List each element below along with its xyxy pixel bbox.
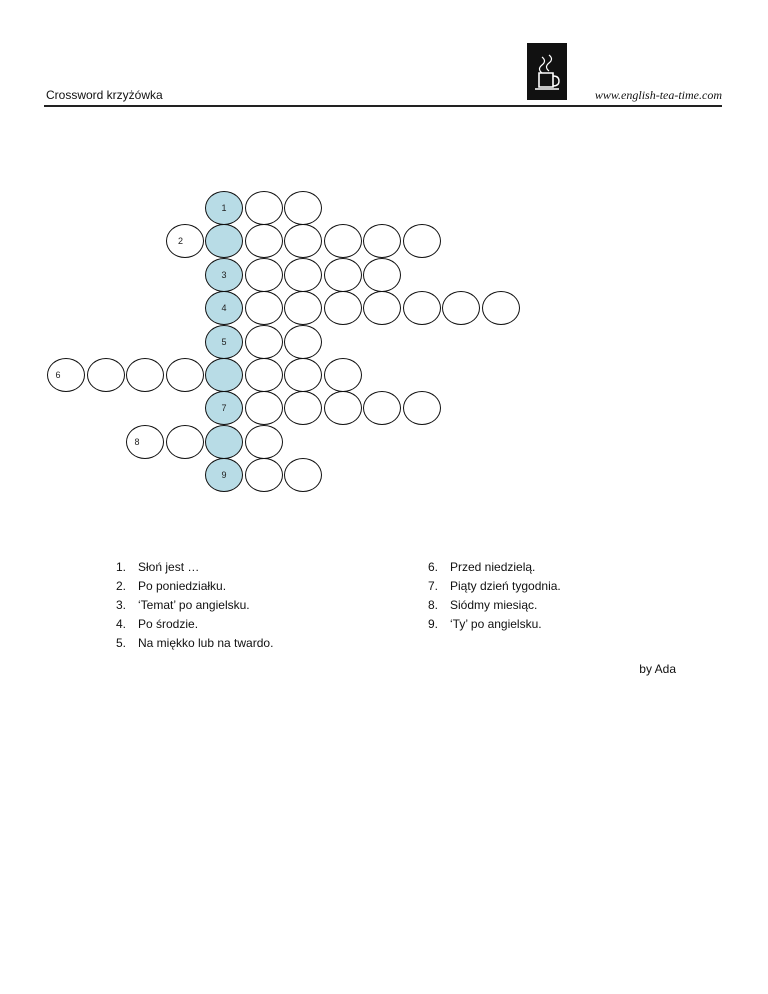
crossword-cell[interactable] <box>245 291 283 325</box>
crossword-number-cell[interactable] <box>166 224 204 258</box>
crossword-cell[interactable] <box>166 425 204 459</box>
crossword-cell[interactable] <box>245 358 283 392</box>
author-byline: by Ada <box>639 662 676 676</box>
crossword-cell[interactable] <box>284 458 322 492</box>
clue-number-label: 7 <box>221 403 227 414</box>
clue-number-label: 1 <box>221 203 227 213</box>
crossword-cell[interactable] <box>363 224 401 258</box>
crossword-cell[interactable] <box>324 358 362 392</box>
crossword-cell[interactable] <box>87 358 125 392</box>
crossword-number-cell[interactable] <box>126 425 164 459</box>
clue-list-right <box>428 558 561 634</box>
crossword-number-cell[interactable] <box>47 358 85 392</box>
crossword-cell[interactable] <box>284 224 322 258</box>
crossword-cell[interactable] <box>284 358 322 392</box>
crossword-cell[interactable] <box>403 391 441 425</box>
clue-item <box>428 596 561 615</box>
clue-item <box>116 634 273 653</box>
crossword-cell[interactable] <box>245 425 283 459</box>
clue-number: 6. <box>428 560 439 574</box>
clue-item <box>428 615 561 634</box>
clue-text: Na miękko lub na twardo. <box>138 636 274 650</box>
crossword-cell[interactable] <box>284 391 322 425</box>
website-url: www.english-tea-time.com <box>594 88 722 102</box>
crossword-cell[interactable] <box>245 258 283 292</box>
clue-text: ‘Temat’ po angielsku. <box>138 598 250 612</box>
clue-text: Po środzie. <box>138 617 199 631</box>
clue-text: ‘Ty’ po angielsku. <box>450 617 542 631</box>
crossword-cell[interactable] <box>284 258 322 292</box>
crossword-cell[interactable] <box>363 291 401 325</box>
crossword-cell[interactable] <box>245 325 283 359</box>
crossword-cell[interactable] <box>245 224 283 258</box>
clue-number: 3. <box>116 598 127 612</box>
clue-item <box>428 558 561 577</box>
clue-list-left <box>116 558 273 653</box>
clue-number-label: 8 <box>134 436 140 447</box>
clue-item <box>116 615 273 634</box>
clue-number-label: 4 <box>221 303 227 314</box>
crossword-key-cell[interactable] <box>205 425 243 459</box>
clue-number: 7. <box>428 579 439 593</box>
crossword-cell[interactable] <box>363 258 401 292</box>
crossword-cell[interactable] <box>324 258 362 292</box>
crossword-key-cell[interactable] <box>205 358 243 392</box>
clue-text: Siódmy miesiąc. <box>450 598 538 612</box>
crossword-cell[interactable] <box>403 224 441 258</box>
crossword-cell[interactable] <box>403 291 441 325</box>
document-title: Crossword krzyżówka <box>46 88 163 102</box>
crossword-cell[interactable] <box>284 291 322 325</box>
clue-number: 1. <box>116 560 127 574</box>
crossword-cell[interactable] <box>245 458 283 492</box>
clue-item <box>116 577 273 596</box>
crossword-cell[interactable] <box>245 191 283 225</box>
crossword-cell[interactable] <box>363 391 401 425</box>
clue-item <box>428 577 561 596</box>
clue-text: Po poniedziałku. <box>138 579 227 593</box>
clue-text: Piąty dzień tygodnia. <box>450 579 561 593</box>
clue-item <box>116 596 273 615</box>
crossword-cell[interactable] <box>442 291 480 325</box>
crossword-cell[interactable] <box>324 391 362 425</box>
clue-text: Przed niedzielą. <box>450 560 536 574</box>
clue-number-label: 6 <box>55 370 61 380</box>
clue-number-label: 2 <box>177 236 184 247</box>
clue-number: 2. <box>116 579 127 593</box>
crossword-key-cell[interactable] <box>205 224 243 258</box>
clue-text: Słoń jest … <box>138 560 200 574</box>
crossword-cell[interactable] <box>482 291 520 325</box>
clue-number: 8. <box>428 598 439 612</box>
clue-number: 4. <box>116 617 127 631</box>
clue-number-label: 3 <box>221 269 227 280</box>
crossword-cell[interactable] <box>166 358 204 392</box>
crossword-cell[interactable] <box>126 358 164 392</box>
clue-number: 9. <box>428 617 439 631</box>
clue-number: 5. <box>116 636 127 650</box>
crossword-cell[interactable] <box>284 191 322 225</box>
crossword-cell[interactable] <box>324 291 362 325</box>
clue-item <box>116 558 273 577</box>
crossword-cell[interactable] <box>284 325 322 359</box>
clue-number-label: 9 <box>221 470 227 481</box>
clue-number-label: 5 <box>221 336 227 347</box>
crossword-cell[interactable] <box>245 391 283 425</box>
crossword-cell[interactable] <box>324 224 362 258</box>
